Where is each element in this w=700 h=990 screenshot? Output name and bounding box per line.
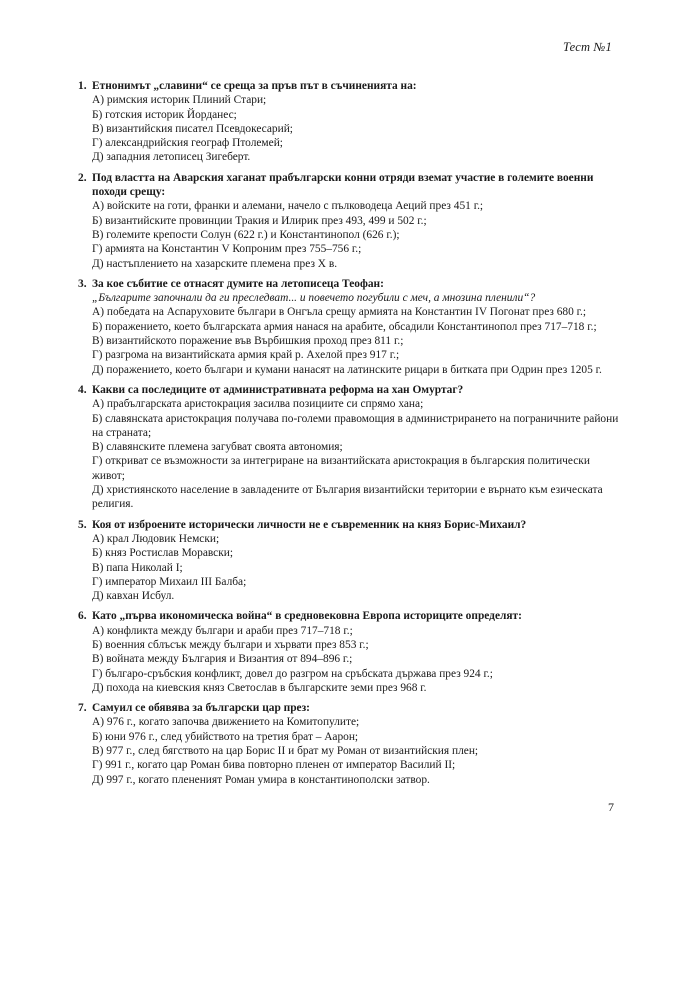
answer-option: Б) славянската аристокрация получава по-големи правомощия в администрирането на пограничните райони на страната; [92,412,619,439]
question-text [78,701,620,715]
answer-option: А) 976 г., когато започва движението на Комитопулите; [92,716,360,729]
answer-option: А) римския историк Плиний Стари; [92,94,267,107]
answer-option: Б) византийските провинции Тракия и Илирик през 493, 499 и 502 г.; [92,214,427,227]
answer-option: А) победата на Аспаруховите българи в Онгъла срещу армията на Константин IV Погонат през 680 г.; [92,306,587,319]
question-prompt: Какви са последиците от административната реформа на хан Омуртаг? [92,383,464,396]
question-number: 1. [78,80,87,92]
answer-option: Г) александрийския географ Птолемей; [92,137,283,150]
answer-option: Д) кавхан Исбул. [92,590,175,603]
question-1 [78,79,620,165]
test-title: Тест №1 [562,40,612,54]
answer-option: Г) император Михаил III Балба; [92,575,247,588]
question-number: 4. [78,383,87,396]
answer-option: А) войските на готи, франки и алемани, начело с пълководеца Аеций през 451 г.; [92,200,484,213]
answer-option: Г) 991 г., когато цар Роман бива повторно пленен от император Василий II; [92,759,456,772]
question-prompt: Самуил се обявява за български цар през: [92,702,310,715]
question-prompt: Коя от изброените исторически личности не е съвременник на княз Борис-Михаил? [92,518,527,531]
question-2 [78,171,620,271]
question-list [78,79,620,793]
answer-option: А) крал Людовик Немски; [92,532,220,545]
question-7 [78,701,620,787]
question-prompt: Под властта на Аварския хаганат прабългарски конни отряди вземат участие в големите военни походи срещу: [92,171,594,199]
answer-list [78,715,620,786]
question-prompt: За кое събитие се отнасят думите на летописеца Теофан: [92,277,384,290]
question-prompt: Етнонимът „славини“ се среща за пръв път в съчиненията на: [92,80,417,92]
answer-option: В) големите крепости Солун (622 г.) и Константинопол (626 г.); [92,228,400,241]
answer-option: В) византийския писател Псевдокесарий; [92,122,293,135]
answer-list [78,624,620,695]
answer-option: Д) похода на киевския княз Светослав в българските земи през 968 г. [92,681,427,694]
question-text [78,383,620,397]
question-number: 2. [78,171,87,184]
answer-option: В) византийското поражение във Върбишкия проход през 811 г.; [92,335,404,348]
answer-list [78,397,620,511]
question-prompt: Като „първа икономическа война“ в средновековна Европа историците определят: [92,610,522,623]
question-number: 5. [78,518,87,531]
question-text [78,277,620,291]
answer-option: Б) готския историк Йорданес; [92,108,237,121]
answer-option: Г) откриват се възможности за интегриране на византийската аристокрация в българския политически живот; [92,455,590,482]
page-number: 7 [608,800,614,814]
question-text [78,609,620,623]
answer-option: В) папа Николай I; [92,561,183,574]
answer-option: Б) военния сблъсък между българи и хървати през 853 г.; [92,638,369,651]
answer-option: Г) българо-сръбския конфликт, довел до разгром на сръбската държава през 924 г.; [92,667,493,680]
question-text [78,518,620,532]
answer-list [78,532,620,603]
answer-list [78,199,620,270]
answer-option: Б) княз Ростислав Моравски; [92,547,234,560]
question-number: 6. [78,610,87,623]
answer-option: В) славянските племена загубват своята автономия; [92,441,343,454]
answer-option: В) 977 г., след бягството на цар Борис II и брат му Роман от византийския плен; [92,745,479,758]
question-5 [78,518,620,604]
answer-option: Д) поражението, което българи и кумани нанасят на латинските рицари в битката при Одрин през 1205 г. [92,363,602,376]
answer-option: А) конфликта между българи и араби през 717–718 г.; [92,624,353,637]
answer-option: Г) разгрома на византийската армия край р. Ахелой през 917 г.; [92,349,400,362]
answer-option: Б) поражението, което българската армия нанася на арабите, обсадили Константинопол през 717–718 г.; [92,320,597,333]
question-3 [78,277,620,377]
question-number: 3. [78,277,87,290]
answer-option: Д) западния летописец Зигеберт. [92,151,251,164]
answer-option: Д) християнското население в завладените от България византийски територии е върнато към езическата религия. [92,484,603,511]
answer-option: Д) настъплението на хазарските племена през X в. [92,257,338,270]
answer-option: А) прабългарската аристокрация засилва позициите си спрямо хана; [92,398,424,411]
answer-option: Г) армията на Константин V Копроним през 755–756 г.; [92,243,362,256]
answer-list [78,93,620,164]
question-4 [78,383,620,512]
question-6 [78,609,620,695]
answer-option: В) войната между България и Византия от 894–896 г.; [92,653,353,666]
question-quote: „Българите започнали да ги преследват... и повечето погубили с меч, а мнозина пленили“? [92,292,536,305]
question-text [78,79,620,93]
answer-option: Д) 997 г., когато плененият Роман умира в константинополски затвор. [92,773,430,786]
answer-list [78,305,620,376]
question-number: 7. [78,702,87,715]
answer-option: Б) юни 976 г., след убийството на третия брат – Аарон; [92,730,359,743]
question-text [78,171,620,200]
